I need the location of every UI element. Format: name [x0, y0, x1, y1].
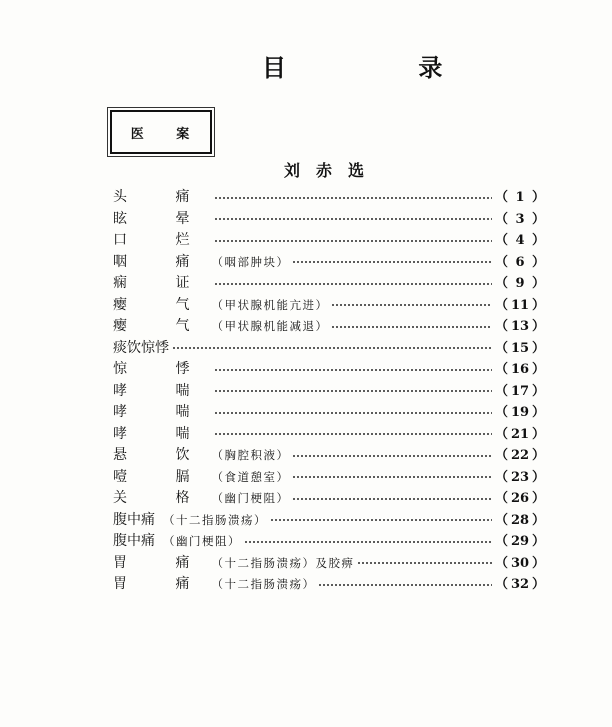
entry-title — [113, 488, 289, 510]
page-open-paren: （ — [494, 233, 508, 248]
entry-note: （甲状腺机能亢进） — [211, 297, 329, 312]
entry-page-number — [495, 316, 545, 338]
dot-leader — [292, 261, 492, 263]
entry-title-text: 关 格 — [113, 490, 212, 506]
page-open-paren: （ — [494, 276, 508, 291]
entry-page-number — [495, 187, 545, 209]
entry-title-text: 咽 痛 — [113, 253, 212, 270]
entry-page-number — [495, 467, 545, 489]
entry-page-number — [495, 510, 545, 532]
page-number-value: 30 — [510, 555, 530, 571]
dot-leader — [318, 584, 492, 586]
entry-page-number — [495, 488, 545, 510]
entry-title — [113, 510, 267, 532]
section-label: 医 案 — [130, 126, 204, 142]
page-number-value: 26 — [510, 491, 530, 506]
dot-leader — [331, 326, 492, 328]
page-open-paren: （ — [494, 383, 508, 399]
dot-leader — [172, 347, 492, 349]
author-name: 刘赤选 — [284, 161, 381, 180]
page-close-paren: ） — [531, 211, 545, 227]
page-number-value: 13 — [510, 319, 530, 334]
entry-title-text: 悬 饮 — [113, 447, 212, 463]
toc-entry[interactable] — [113, 273, 545, 295]
entry-title — [113, 553, 354, 575]
page-number-value: 4 — [515, 233, 525, 248]
page-close-paren: ） — [531, 297, 545, 313]
dot-leader — [214, 433, 492, 435]
entry-title — [113, 359, 211, 381]
entry-note: （幽门梗阻） — [211, 491, 290, 505]
entry-page-number — [495, 252, 545, 274]
page-number-value: 22 — [510, 448, 530, 463]
entry-title — [113, 531, 241, 553]
entry-title-text: 瘿 气 — [113, 296, 212, 313]
page-number-value: 11 — [510, 297, 530, 313]
entry-page-number — [495, 209, 545, 231]
page-close-paren: ） — [531, 448, 545, 463]
page-close-paren: ） — [531, 383, 545, 399]
entry-note: （咽部肿块） — [211, 254, 290, 269]
page-close-paren: ） — [531, 276, 545, 291]
page-open-paren: （ — [494, 297, 508, 313]
page-number-value: 21 — [510, 426, 530, 442]
entry-page-number — [495, 574, 545, 596]
toc-entry[interactable] — [113, 230, 545, 252]
dot-leader — [244, 541, 492, 543]
dot-leader — [214, 412, 492, 414]
page-close-paren: ） — [531, 469, 545, 485]
entry-title — [113, 252, 289, 274]
page-number-value: 17 — [510, 383, 530, 399]
table-of-contents — [113, 187, 545, 596]
dot-leader — [292, 455, 492, 457]
page-number-value: 23 — [510, 469, 530, 485]
entry-page-number — [495, 273, 545, 295]
page-close-paren: ） — [531, 233, 545, 248]
entry-title — [113, 424, 211, 446]
toc-entry[interactable] — [113, 187, 545, 209]
dot-leader — [214, 369, 492, 371]
entry-title-text: 腹中痛 — [113, 511, 155, 528]
entry-title — [113, 209, 211, 231]
entry-page-number — [495, 295, 545, 317]
dot-leader — [214, 197, 492, 199]
page-open-paren: （ — [494, 426, 508, 442]
entry-page-number — [495, 230, 545, 252]
dot-leader — [292, 498, 492, 500]
entry-title-text: 哮 喘 — [113, 425, 212, 442]
toc-entry[interactable] — [113, 531, 545, 553]
toc-entry[interactable] — [113, 553, 545, 575]
entry-title-text: 痫 证 — [113, 275, 212, 291]
entry-page-number — [495, 402, 545, 424]
entry-title-text: 哮 喘 — [113, 404, 212, 420]
page-open-paren: （ — [494, 448, 508, 463]
entry-title — [113, 338, 169, 360]
page-close-paren: ） — [531, 555, 545, 571]
page-open-paren: （ — [494, 469, 508, 485]
page-close-paren: ） — [531, 319, 545, 334]
page-number-value: 6 — [515, 254, 525, 270]
toc-entry[interactable] — [113, 295, 545, 317]
entry-title-text: 口 烂 — [113, 232, 212, 248]
entry-note: （甲状腺机能减退） — [211, 319, 329, 333]
toc-entry[interactable] — [113, 209, 545, 231]
page-open-paren: （ — [494, 491, 508, 506]
page-open-paren: （ — [494, 211, 508, 227]
page-number-value: 3 — [515, 211, 525, 227]
page-number-value: 19 — [510, 405, 530, 420]
toc-entry[interactable] — [113, 338, 545, 360]
entry-title-text: 胃 痛 — [113, 576, 212, 592]
entry-title-text: 眩 晕 — [113, 210, 212, 227]
page-open-paren: （ — [494, 319, 508, 334]
page-number-value: 9 — [515, 276, 525, 291]
entry-title — [113, 467, 289, 489]
page-open-paren: （ — [494, 190, 508, 205]
toc-entry[interactable] — [113, 488, 545, 510]
entry-title-text: 哮 喘 — [113, 382, 212, 399]
entry-title — [113, 574, 315, 596]
toc-entry[interactable] — [113, 402, 545, 424]
page-close-paren: ） — [531, 426, 545, 442]
dot-leader — [331, 304, 492, 306]
section-label-box — [110, 110, 212, 154]
entry-note: （十二指肠溃疡） — [211, 577, 316, 591]
page-number-value: 29 — [510, 534, 530, 549]
toc-entry[interactable] — [113, 381, 545, 403]
page-close-paren: ） — [531, 190, 545, 205]
page-open-paren: （ — [494, 577, 508, 592]
toc-entry[interactable] — [113, 424, 545, 446]
dot-leader — [292, 476, 492, 478]
entry-title — [113, 316, 328, 338]
entry-note: （食道憩室） — [211, 469, 290, 484]
dot-leader — [214, 283, 492, 285]
page-close-paren: ） — [531, 340, 545, 356]
page-open-paren: （ — [494, 254, 508, 270]
toc-entry[interactable] — [113, 316, 545, 338]
toc-entry[interactable] — [113, 574, 545, 596]
toc-entry[interactable] — [113, 467, 545, 489]
entry-page-number — [495, 424, 545, 446]
page-title: 目 录 — [262, 53, 505, 82]
toc-entry[interactable] — [113, 445, 545, 467]
page-number-value: 16 — [510, 362, 530, 377]
page-close-paren: ） — [531, 512, 545, 528]
entry-title — [113, 273, 211, 295]
toc-entry[interactable] — [113, 252, 545, 274]
page-number-value: 32 — [510, 577, 530, 592]
dot-leader — [214, 218, 492, 220]
entry-page-number — [495, 338, 545, 360]
entry-title-text: 腹中痛 — [113, 533, 155, 549]
page-number-value: 1 — [515, 190, 525, 205]
entry-note: （十二指肠溃疡） — [163, 512, 267, 527]
toc-entry[interactable] — [113, 510, 545, 532]
entry-note: （胸腔积液） — [211, 448, 290, 462]
entry-title — [113, 295, 328, 317]
entry-title-text: 瘿 气 — [113, 318, 212, 334]
entry-title — [113, 381, 211, 403]
page-open-paren: （ — [494, 555, 508, 571]
entry-title — [113, 230, 211, 252]
entry-page-number — [495, 359, 545, 381]
page-close-paren: ） — [531, 362, 545, 377]
page-open-paren: （ — [494, 405, 508, 420]
entry-note: （十二指肠溃疡）及胶痹 — [211, 555, 355, 570]
toc-entry[interactable] — [113, 359, 545, 381]
entry-title-text: 胃 痛 — [113, 554, 212, 571]
page-close-paren: ） — [531, 405, 545, 420]
page-close-paren: ） — [531, 534, 545, 549]
entry-page-number — [495, 445, 545, 467]
entry-title-text: 噎 膈 — [113, 468, 212, 485]
page-close-paren: ） — [531, 577, 545, 592]
page-open-paren: （ — [494, 362, 508, 377]
entry-title-text: 惊 悸 — [113, 361, 212, 377]
page-open-paren: （ — [494, 340, 508, 356]
page-close-paren: ） — [531, 491, 545, 506]
page-number-value: 15 — [510, 340, 530, 356]
page-close-paren: ） — [531, 254, 545, 270]
entry-note: （幽门梗阻） — [163, 534, 241, 548]
entry-page-number — [495, 381, 545, 403]
entry-title — [113, 445, 289, 467]
page-open-paren: （ — [494, 512, 508, 528]
entry-page-number — [495, 531, 545, 553]
dot-leader — [214, 390, 492, 392]
entry-page-number — [495, 553, 545, 575]
page-number-value: 28 — [510, 512, 530, 528]
entry-title — [113, 187, 211, 209]
dot-leader — [214, 240, 492, 242]
dot-leader — [270, 519, 492, 521]
dot-leader — [357, 562, 492, 564]
entry-title-text: 痰饮惊悸 — [113, 339, 169, 356]
entry-title — [113, 402, 211, 424]
page-open-paren: （ — [494, 534, 508, 549]
entry-title-text: 头 痛 — [113, 189, 212, 205]
